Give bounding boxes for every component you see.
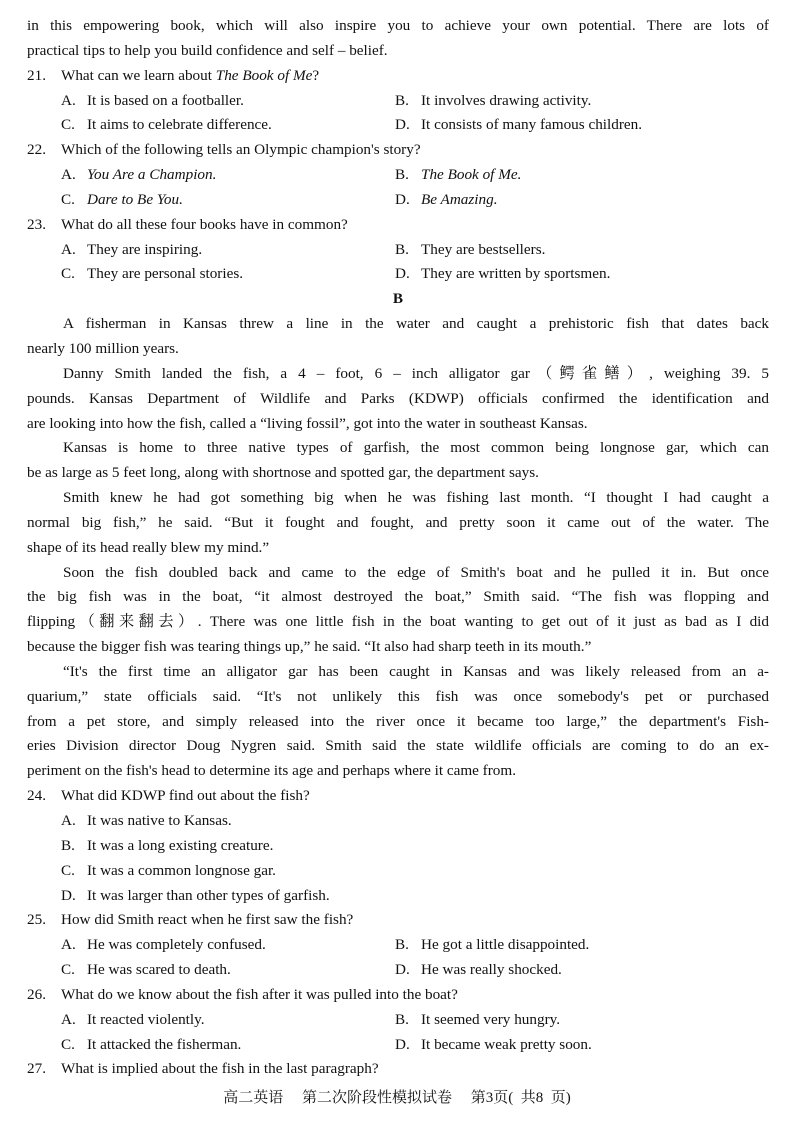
question-number: 22. — [27, 141, 46, 159]
option-b: B. It seemed very hungry. — [395, 1010, 561, 1028]
passage-line: Smith knew he had got something big when he was fishing last month. “I thought I had caught a — [63, 489, 769, 507]
option-b: B. It involves drawing activity. — [395, 91, 592, 109]
question-23 — [27, 213, 769, 238]
question-stem: Which of the following tells an Olympic champion's story? — [61, 141, 421, 159]
question-number: 27. — [27, 1060, 46, 1078]
question-number: 24. — [27, 787, 46, 805]
question-22 — [27, 138, 769, 163]
option-b: B. He got a little disappointed. — [395, 936, 590, 954]
passage-line: from a pet store, and simply released into the river once it became too large,” the department's Fish- — [27, 712, 769, 730]
passage-line: A fisherman in Kansas threw a line in the water and caught a prehistoric fish that dates back — [63, 315, 769, 333]
passage-line: nearly 100 million years. — [27, 339, 179, 357]
option-d: D. They are written by sportsmen. — [395, 265, 611, 283]
page-footer — [0, 1086, 794, 1107]
option-a: A. It is based on a footballer. — [61, 91, 244, 109]
exam-page — [27, 14, 769, 1082]
question-stem: What do all these four books have in common? — [61, 215, 348, 233]
option-a: A. He was completely confused. — [61, 936, 266, 954]
passage-line: shape of its head really blew my mind.” — [27, 538, 270, 556]
question-number: 23. — [27, 215, 46, 233]
option-b: B. They are bestsellers. — [395, 240, 546, 258]
passage-line: Kansas is home to three native types of garfish, the most common being longnose gar, which can — [63, 439, 769, 457]
passage-line: because the bigger fish was tearing things up,” he said. “It also had sharp teeth in its mouth.” — [27, 638, 592, 656]
passage — [27, 312, 769, 784]
intro-line-2: practical tips to help you build confidence and self – belief. — [27, 41, 388, 59]
question-27 — [27, 1057, 769, 1082]
option-c: C. It aims to celebrate difference. — [61, 116, 272, 134]
passage-line: normal big fish,” he said. “But it fought and fought, and pretty soon it came out of the water. The — [27, 513, 769, 531]
passage-line: “It's the first time an alligator gar has been caught in Kansas and was likely released from an a- — [63, 662, 769, 680]
question-26 — [27, 983, 769, 1008]
option-d: D. He was really shocked. — [395, 961, 562, 979]
option-c: C. They are personal stories. — [61, 265, 244, 283]
intro-line-1: in this empowering book, which will also inspire you to achieve your own potential. There are lots of — [27, 17, 769, 34]
passage-line: the big fish was in the boat, “it almost destroyed the boat,” Smith said. “The fish was flopping and — [27, 588, 769, 606]
passage-line: are looking into how the fish, called a “living fossil”, got into the water in southeast Kansas. — [27, 414, 588, 432]
option-c: C. It attacked the fisherman. — [61, 1035, 242, 1053]
options-row — [27, 188, 769, 213]
question-stem: What do we know about the fish after it was pulled into the boat? — [61, 985, 458, 1003]
option-b: B. It was a long existing creature. — [61, 836, 274, 854]
question-25 — [27, 908, 769, 933]
question-stem: How did Smith react when he first saw the fish? — [61, 911, 354, 929]
footer-subject: 高二英语 — [223, 1090, 284, 1106]
passage-line: be as large as 5 feet long, along with shortnose and spotted gar, the department says. — [27, 464, 539, 482]
option-d: D. It consists of many famous children. — [395, 116, 643, 134]
footer-exam-name: 第二次阶段性模拟试卷 — [302, 1090, 453, 1106]
passage-line: quarium,” state officials said. “It's not unlikely this fish was once somebody's pet or purchased — [27, 687, 769, 705]
options-row — [27, 89, 769, 114]
option-b: B. The Book of Me. — [395, 166, 522, 184]
option-c: C. It was a common longnose gar. — [61, 861, 276, 879]
option-d: D. It became weak pretty soon. — [395, 1035, 592, 1053]
passage-line: flipping（翻来翻去）. There was one little fish in the boat wanting to get out of it just as bad as I did — [27, 613, 769, 631]
question-24 — [27, 784, 769, 809]
options-row — [27, 262, 769, 287]
option-a: A. It reacted violently. — [61, 1010, 205, 1028]
question-21: 21. What can we learn about The Book of Me? — [27, 64, 769, 89]
passage-line: Danny Smith landed the fish, a 4 – foot, 6 – inch alligator gar（鳄雀鳝）, weighing 39. 5 — [63, 364, 769, 382]
question-stem: What is implied about the fish in the last paragraph? — [61, 1060, 379, 1078]
book-title: The Book of Me — [215, 66, 313, 84]
question-number: 21. — [27, 66, 46, 84]
option-d: D. Be Amazing. — [395, 190, 498, 208]
options-row — [27, 238, 769, 263]
option-d: D. It was larger than other types of garfish. — [61, 886, 330, 904]
option-c: C. Dare to Be You. — [61, 190, 183, 208]
question-stem: What can we learn about — [61, 66, 216, 84]
footer-page-number: 第3页( 共8 页) — [470, 1090, 571, 1106]
passage-line: eries Division director Doug Nygren said. Smith said the state wildlife officials are coming to do an ex- — [27, 737, 769, 755]
options-row — [27, 933, 769, 958]
options-row — [27, 163, 769, 188]
passage-line: Soon the fish doubled back and came to the edge of Smith's boat and he pulled it in. But once — [63, 563, 769, 581]
options-row — [27, 958, 769, 983]
options-row — [27, 1008, 769, 1033]
section-heading: B — [392, 290, 404, 308]
options-row — [27, 113, 769, 138]
passage-line: pounds. Kansas Department of Wildlife and Parks (KDWP) officials confirmed the identification and — [27, 389, 769, 407]
option-a: A. They are inspiring. — [61, 240, 203, 258]
option-a: A. You Are a Champion. — [61, 166, 217, 184]
passage-line: periment on the fish's head to determine its age and perhaps where it came from. — [27, 762, 516, 780]
question-number: 25. — [27, 911, 46, 929]
question-number: 26. — [27, 985, 46, 1003]
option-a: A. It was native to Kansas. — [61, 812, 232, 829]
options-row — [27, 1033, 769, 1058]
question-stem: What did KDWP find out about the fish? — [61, 787, 310, 805]
option-c: C. He was scared to death. — [61, 961, 231, 979]
